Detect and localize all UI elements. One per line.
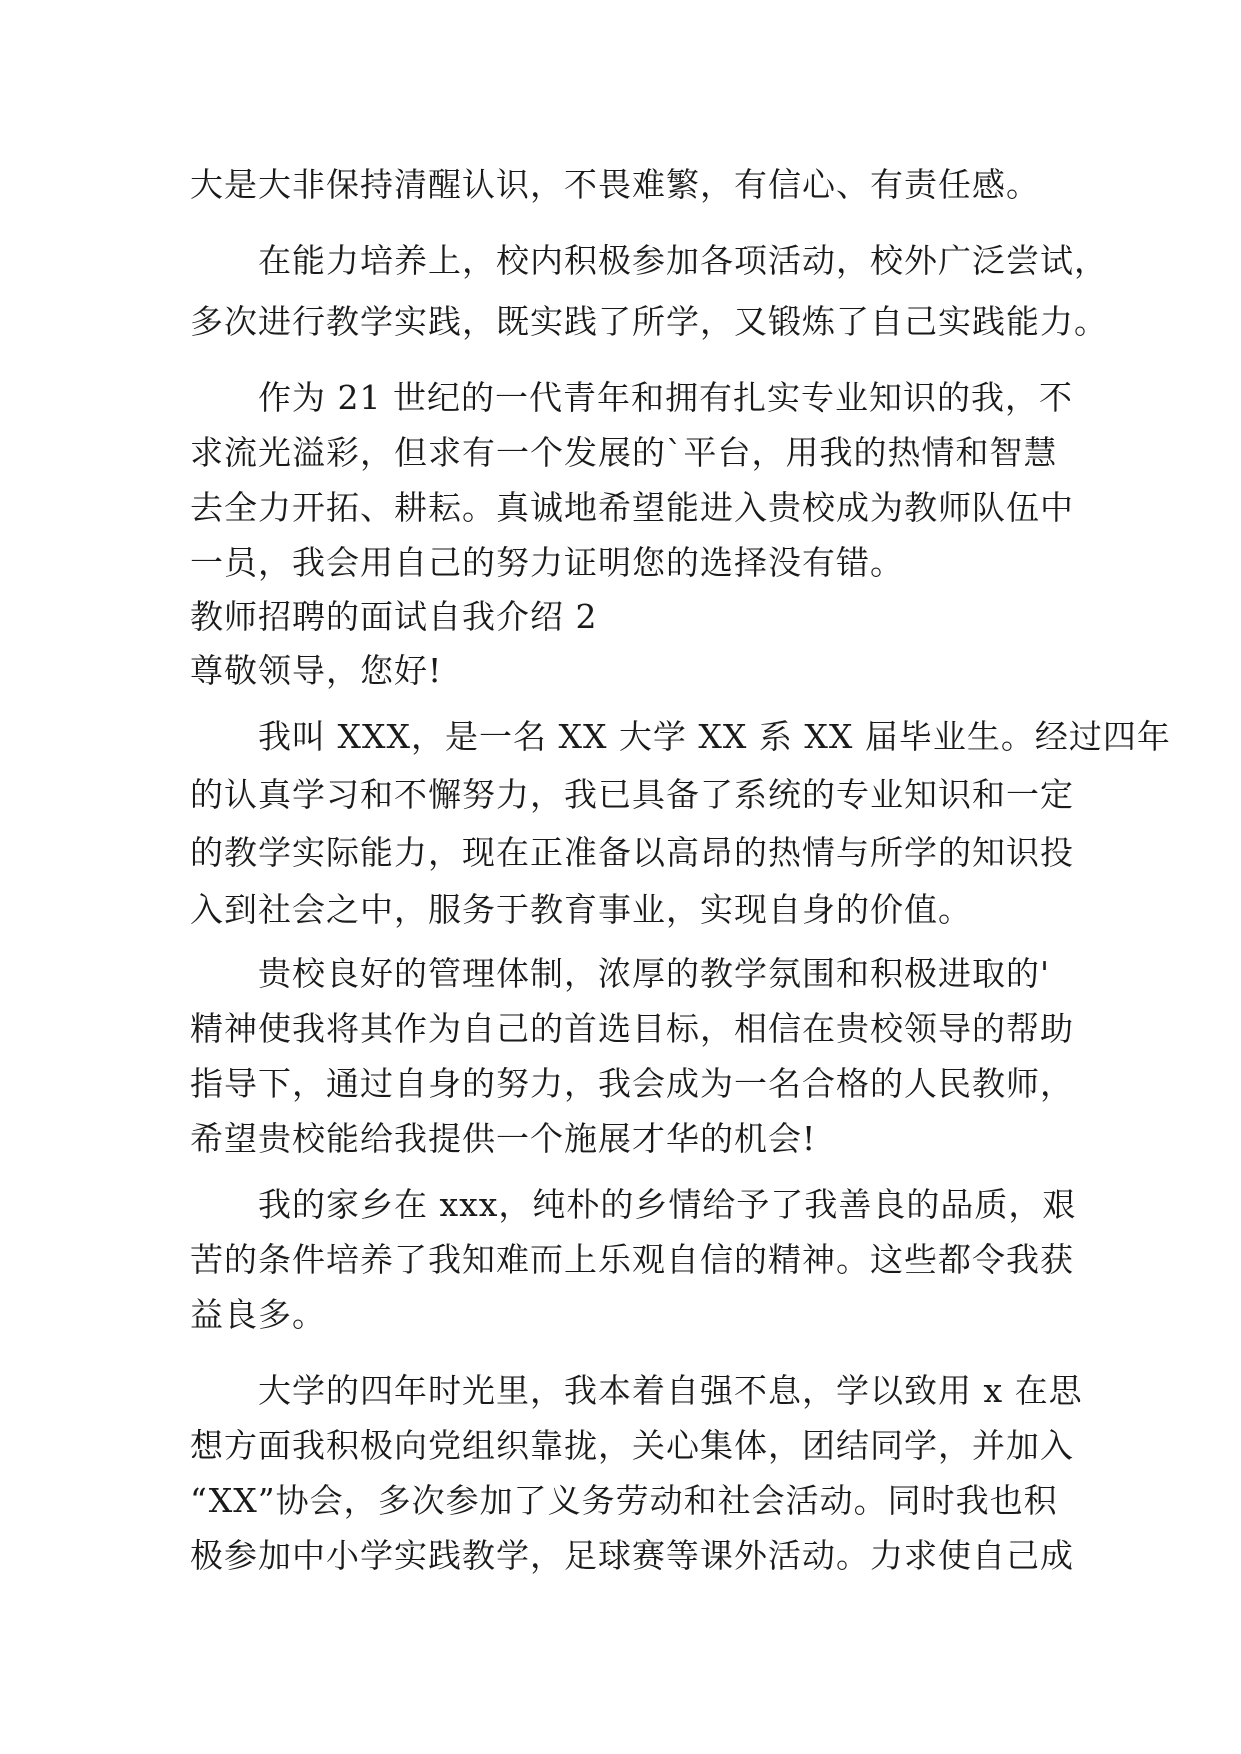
text-line: 想方面我积极向党组织靠拢，关心集体，团结同学，并加入: [190, 1426, 1074, 1465]
text-line: 一员，我会用自己的努力证明您的选择没有错。: [190, 543, 904, 582]
text-line: 益良多。: [190, 1295, 326, 1334]
text-line: “XX”协会，多次参加了义务劳动和社会活动。同时我也积: [190, 1481, 1058, 1520]
text-line: 大是大非保持清醒认识，不畏难繁，有信心、有责任感。: [190, 165, 1040, 204]
text-line: 希望贵校能给我提供一个施展才华的机会!: [190, 1119, 817, 1158]
text-line: 去全力开拓、耕耘。真诚地希望能进入贵校成为教师队伍中: [190, 488, 1074, 527]
text-line: 多次进行教学实践，既实践了所学，又锻炼了自己实践能力。: [190, 302, 1108, 341]
text-line: 精神使我将其作为自己的首选目标，相信在贵校领导的帮助: [190, 1009, 1074, 1048]
paragraph-first-line: 作为 21 世纪的一代青年和拥有扎实专业知识的我，不: [258, 378, 1073, 417]
text-line: 指导下，通过自身的努力，我会成为一名合格的人民教师，: [190, 1064, 1074, 1103]
section-heading: 教师招聘的面试自我介绍 2: [190, 597, 598, 636]
text-line: 入到社会之中，服务于教育事业，实现自身的价值。: [190, 890, 972, 929]
paragraph-first-line: 我叫 XXX，是一名 XX 大学 XX 系 XX 届毕业生。经过四年: [258, 717, 1171, 756]
text-line: 的教学实际能力，现在正准备以高昂的热情与所学的知识投: [190, 833, 1074, 872]
text-line: 极参加中小学实践教学，足球赛等课外活动。力求使自己成: [190, 1536, 1074, 1575]
paragraph-first-line: 大学的四年时光里，我本着自强不息，学以致用 x 在思: [258, 1371, 1083, 1410]
salutation: 尊敬领导，您好!: [190, 651, 443, 690]
paragraph-first-line: 在能力培养上，校内积极参加各项活动，校外广泛尝试，: [258, 241, 1108, 280]
text-line: 求流光溢彩，但求有一个发展的`平台，用我的热情和智慧: [190, 433, 1058, 472]
text-line: 的认真学习和不懈努力，我已具备了系统的专业知识和一定: [190, 775, 1074, 814]
paragraph-first-line: 贵校良好的管理体制，浓厚的教学氛围和积极进取的': [258, 954, 1051, 993]
paragraph-first-line: 我的家乡在 xxx，纯朴的乡情给予了我善良的品质，艰: [258, 1185, 1077, 1224]
text-line: 苦的条件培养了我知难而上乐观自信的精神。这些都令我获: [190, 1240, 1074, 1279]
